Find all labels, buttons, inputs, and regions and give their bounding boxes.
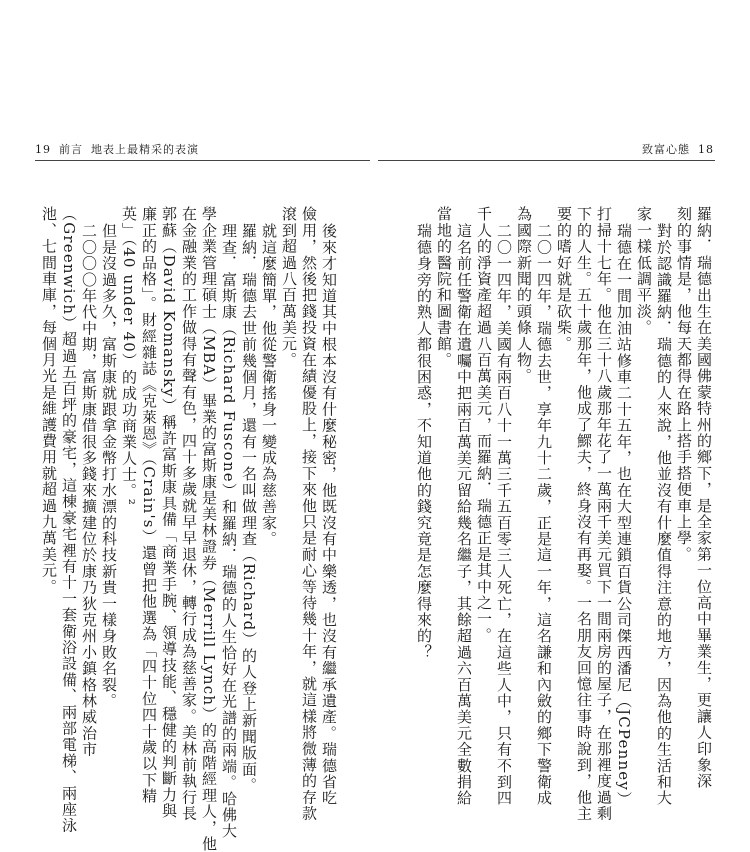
right-col-8: 要的嗜好就是砍柴。 [555, 206, 573, 352]
left-col-12: 但是沒過多久，富斯康就跟拿金幣打水漂的科技新貴一樣身敗名裂。 [100, 223, 118, 709]
right-col-13: 這名前任警衛在遺囑中把兩百萬美元留給幾名繼子，其餘超過六百萬美元全數捐給 [455, 223, 473, 807]
left-col-5: 羅納．瑞德去世前幾個月，還有一名叫做理查（Richard）的人登上新聞版面。 [240, 223, 258, 794]
left-col-8: 在金融業的工作做得有聲有色，四十多歲就早早退休，轉行成為慈善家。美林前執行長 [180, 206, 198, 822]
right-header-rule [378, 160, 715, 161]
right-running-title: 致富心態 [642, 143, 690, 156]
left-col-9: 郭蘇（David Komansky）稱許富斯康具備「商業手腕、領導技能、穩健的判斷力與 [160, 206, 178, 820]
right-col-2: 刻的事情是，他每天都得在路上搭手搭便車上學。 [675, 206, 693, 563]
left-col-15: 池、七間車庫，每個月光是維護費用就超過九萬美元。 [40, 206, 58, 595]
left-col-11: 英」（40 under 40）的成功商業人士。² [120, 206, 138, 506]
right-col-1: 羅納．瑞德出生在美國佛蒙特州的鄉下，是全家第一位高中畢業生，更讓人印象深 [695, 206, 713, 790]
left-header-rule [35, 160, 370, 161]
right-page-header [642, 144, 714, 156]
right-col-14: 當地的醫院和圖書館。 [435, 206, 453, 368]
left-col-14: （Greenwich）超過五百坪的豪宅，這棟豪宅裡有十一套衛浴設備、兩部電梯、兩座泳 [60, 206, 78, 834]
left-col-3: 滾到超過八百萬美元。 [280, 206, 298, 368]
right-col-3: 對於認識羅納．瑞德的人來說，他並沒有什麼值得注意的地方，因為他的生活和大 [655, 223, 673, 807]
right-col-7: 下的人生。五十歲那年，他成了鰥夫，終身沒有再娶。一名朋友回憶往事時說到，他主 [575, 206, 593, 822]
left-page-number: 19 [35, 143, 51, 156]
right-col-6: 打掃十七年。他在三十八歲那年花了一萬兩千美元買下一間兩房的屋子，在那裡度過剩 [595, 206, 613, 822]
left-col-10: 廉正的品格」。財經雜誌《克萊恩》（Crain's）還曾把他選為「四十位四十歲以下精 [140, 206, 158, 805]
left-col-13: 二〇〇〇年代中期，富斯康借很多錢來擴建位於康乃狄克州小鎮格林威治市 [80, 223, 98, 758]
left-section-label: 前言 [59, 143, 83, 156]
left-col-2: 儉用，然後把錢投資在績優股上，接下來他只是耐心等待幾十年，就這樣將微薄的存款 [300, 206, 318, 822]
left-col-6: 理查．富斯康（Richard Fuscone）和羅納．瑞德的人生恰好在光譜的兩端。哈佛大 [220, 223, 238, 840]
left-page-header [35, 144, 199, 156]
right-page-number: 18 [698, 143, 714, 156]
right-col-10: 為國際新聞的頭條人物。 [515, 206, 533, 385]
right-col-15: 瑞德身旁的熟人都很困惑，不知道他的錢究竟是怎麼得來的？ [415, 223, 433, 661]
left-col-7: 學企業管理碩士（MBA）畢業的富斯康是美林證券（Merrill Lynch）的高階經理人，他 [200, 206, 218, 852]
right-col-4: 家一樣低調平淡。 [635, 206, 653, 336]
left-col-4: 就這麼簡單，他從警衛搖身一變成為慈善家。 [260, 223, 278, 547]
left-col-1: 後來才知道其中根本沒有什麼秘密，他既沒有中樂透，也沒有繼承遺產。瑞德省吃 [320, 223, 338, 807]
right-col-5: 瑞德在一間加油站修車二十五年，也在大型連鎖百貨公司傑西潘尼（JCPenney） [615, 223, 633, 808]
right-col-12: 千人的淨資產超過八百萬美元，而羅納．瑞德正是其中之一。 [475, 206, 493, 644]
left-running-title: 地表上最精采的表演 [91, 143, 199, 156]
right-col-11: 二〇一四年，美國有兩百八十一萬三千五百零三人死亡，在這些人中，只有不到四 [495, 223, 513, 807]
right-col-9: 二〇一四年，瑞德去世，享年九十二歲，正是這一年，這名謙和內斂的鄉下警衛成 [535, 223, 553, 807]
